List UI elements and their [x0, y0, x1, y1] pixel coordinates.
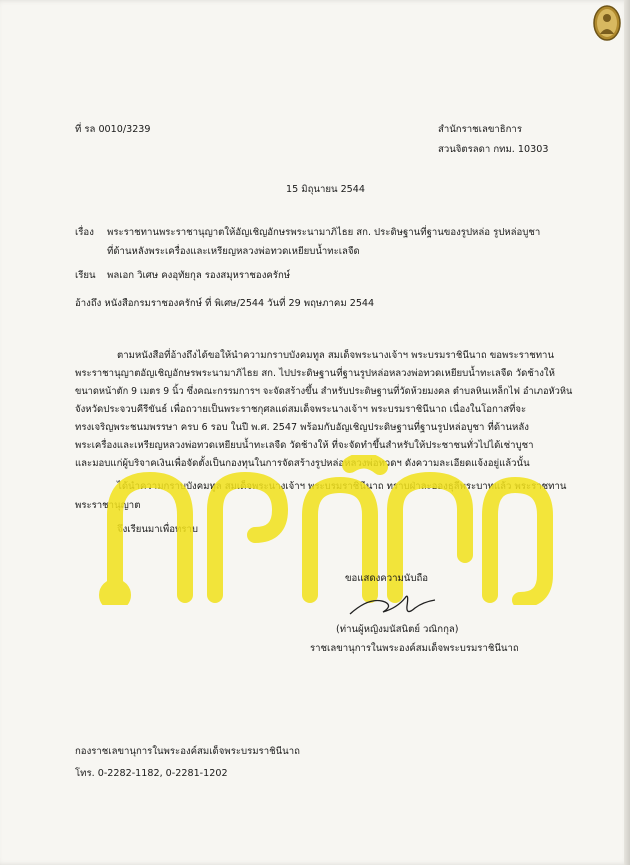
- office-address: สวนจิตรลดา กทม. 10303: [438, 144, 549, 155]
- office-name: สำนักราชเลขาธิการ: [438, 124, 522, 135]
- body-line: พระราชานุญาตอัญเชิญอักษรพระนามาภิไธย สก. ไปประดิษฐานที่ฐานรูปหล่อหลวงพ่อทวดเหยียบน้ำทะเลจืด วัดช้างให้: [75, 368, 555, 379]
- body-line: จังหวัดประจวบคีรีขันธ์ เพื่อถวายเป็นพระราชกุศลแด่สมเด็จพระนางเจ้าฯ พระบรมราชินีนาถ เนื่องในโอกาสที่จะ: [75, 404, 527, 415]
- body-line: ได้นำความกราบบังคมทูล สมเด็จพระนางเจ้าฯ พระบรมราชินีนาถ ทราบฝ่าละอองธุลีพระบาทแล้ว พระราชทาน: [117, 481, 567, 492]
- recipient-label: เรียน: [75, 270, 96, 281]
- page-edge-shadow: [624, 0, 630, 865]
- signatory-position: ราชเลขานุการในพระองค์สมเด็จพระบรมราชินีนาถ: [310, 643, 519, 654]
- recipient-name: พลเอก วิเศษ คงอุทัยกุล รองสมุหราชองครักษ์: [107, 270, 291, 281]
- letter-date: 15 มิถุนายน 2544: [286, 184, 365, 195]
- reference-number: ที่ รล 0010/3239: [75, 124, 151, 135]
- body-line: และมอบแก่ผู้บริจาคเงินเพื่อจัดตั้งเป็นกองทุนในการจัดสร้างรูปหล่อหลวงพ่อทวดฯ ดังความละเอียดแจ้งอยู่แล้วนั้น: [75, 458, 530, 469]
- handwritten-signature: [345, 588, 440, 620]
- body-line: พระราชานุญาต: [75, 500, 141, 511]
- footer-division: กองราชเลขานุการในพระองค์สมเด็จพระบรมราชินีนาถ: [75, 746, 300, 757]
- subject-line-2: ที่ด้านหลังพระเครื่องและเหรียญหลวงพ่อทวดเหยียบน้ำทะเลจืด: [107, 246, 360, 257]
- body-line: พระเครื่องและเหรียญหลวงพ่อทวดเหยียบน้ำทะเลจืด วัดช้างให้ ที่จะจัดทำขึ้นสำหรับให้ประชาชนทั่วไปได้เช่าบูชา: [75, 440, 534, 451]
- body-line: ทรงเจริญพระชนมพรรษา ครบ 6 รอบ ในปี พ.ศ. 2547 พร้อมกับอัญเชิญประดิษฐานที่ฐานรูปหล่อบูชา ที่ด้านหลัง: [75, 422, 529, 433]
- closing-line: จึงเรียนมาเพื่อทราบ: [117, 524, 198, 535]
- signatory-name: (ท่านผู้หญิงมนัสนิตย์ วณิกกุล): [336, 624, 459, 635]
- subject-label: เรื่อง: [75, 227, 94, 238]
- body-line: ตามหนังสือที่อ้างถึงได้ขอให้นำความกราบบังคมทูล สมเด็จพระนางเจ้าฯ พระบรมราชินีนาถ ขอพระราชทาน: [117, 350, 555, 361]
- reference-line: อ้างถึง หนังสือกรมราชองครักษ์ ที่ พิเศษ/2544 วันที่ 29 พฤษภาคม 2544: [75, 298, 375, 309]
- body-line: ขนาดหน้าตัก 9 เมตร 9 นิ้ว ซึ่งคณะกรรมการฯ จะจัดสร้างขึ้น สำหรับประดิษฐานที่วัดห้วยมงคล ตำบลหินเหล็กไฟ อำเภอหัวหิน: [75, 386, 573, 397]
- regards-line: ขอแสดงความนับถือ: [345, 573, 429, 584]
- subject-line-1: พระราชทานพระราชานุญาตให้อัญเชิญอักษรพระนามาภิไธย สก. ประดิษฐานที่ฐานของรูปหล่อ รูปหล่อบูชา: [107, 227, 541, 238]
- seal-image: [592, 4, 622, 42]
- footer-phone: โทร. 0-2282-1182, 0-2281-1202: [75, 768, 228, 779]
